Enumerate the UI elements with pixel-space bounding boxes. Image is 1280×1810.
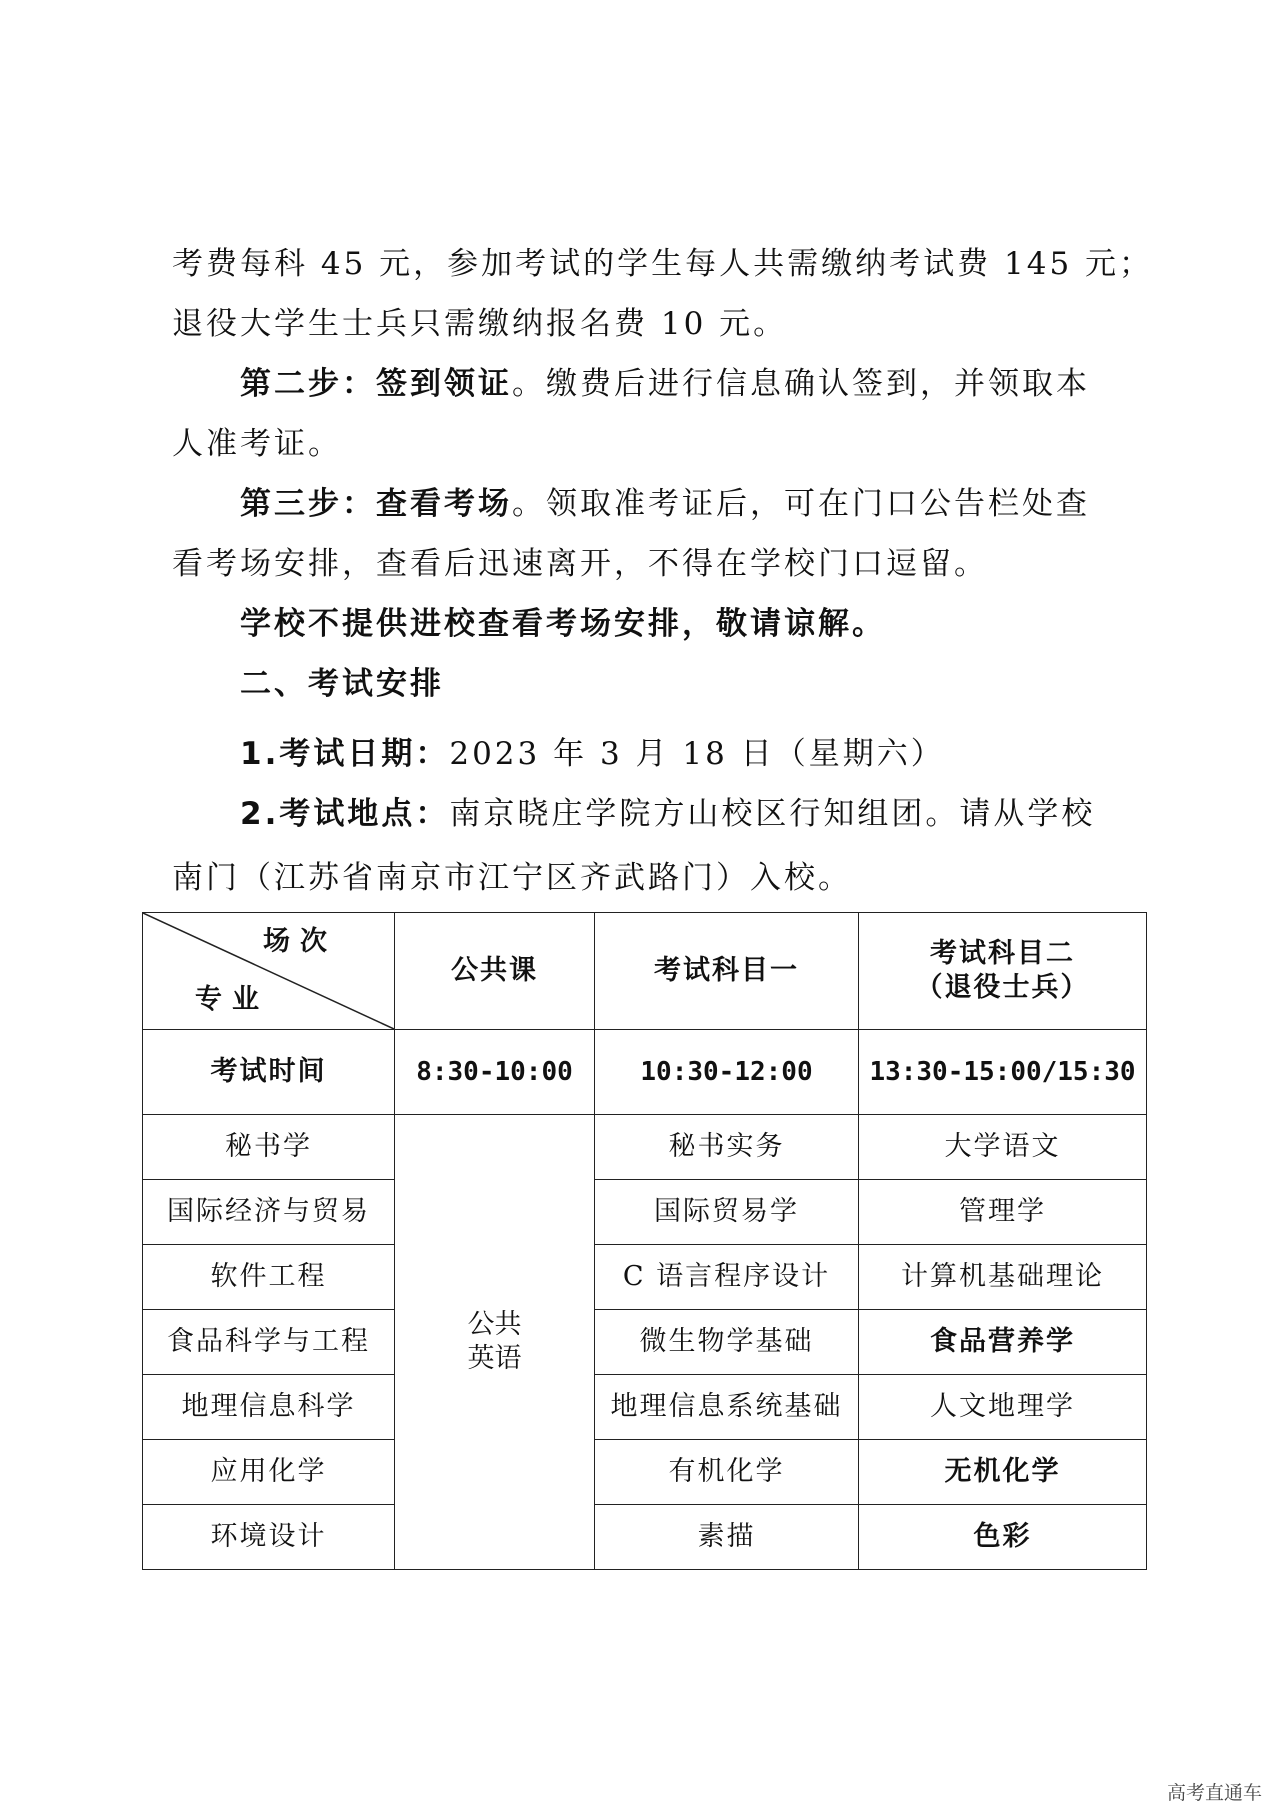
watermark: 高考直通车 (1166, 1782, 1262, 1804)
header-subject-1: 考试科目一 (595, 913, 859, 1030)
subject1-cell: 素描 (595, 1505, 859, 1570)
step2-continuation: 人准考证。 (172, 426, 342, 462)
table-row (143, 1440, 1147, 1505)
subject1-cell: 国际贸易学 (595, 1180, 859, 1245)
subject2-cell: 无机化学 (859, 1440, 1147, 1505)
header-subject-2-title: 考试科目二 (930, 938, 1075, 969)
time-public: 8:30-10:00 (395, 1030, 595, 1115)
time-subject-1: 10:30-12:00 (595, 1030, 859, 1115)
step3-paragraph (240, 484, 1090, 524)
step3-label: 第三步：查看考场 (240, 486, 512, 522)
step2-paragraph (240, 364, 1090, 404)
subject1-cell: 地理信息系统基础 (595, 1375, 859, 1440)
subject2-cell: 人文地理学 (859, 1375, 1147, 1440)
step2-label: 第二步：签到领证 (240, 366, 512, 402)
major-cell: 环境设计 (143, 1505, 395, 1570)
subject1-cell: 有机化学 (595, 1440, 859, 1505)
table-row (143, 1115, 1147, 1180)
exam-schedule-table (142, 912, 1147, 1570)
exam-location-continuation: 南门（江苏省南京市江宁区齐武路门）入校。 (172, 860, 852, 896)
fee-line-2: 退役大学生士兵只需缴纳报名费 10 元。 (172, 306, 788, 342)
subject2-cell: 管理学 (859, 1180, 1147, 1245)
table-row (143, 1375, 1147, 1440)
diagonal-header-cell (143, 913, 395, 1030)
public-course-line-1: 公共 (467, 1309, 522, 1340)
major-cell: 地理信息科学 (143, 1375, 395, 1440)
exam-location-value: 南京晓庄学院方山校区行知组团。请从学校 (449, 796, 1096, 832)
header-subject-2-note: （退役士兵） (915, 972, 1090, 1003)
table-row (143, 1310, 1147, 1375)
subject2-cell: 食品营养学 (859, 1310, 1147, 1375)
header-public-course: 公共课 (395, 913, 595, 1030)
table-row (143, 1180, 1147, 1245)
step3-continuation: 看考场安排，查看后迅速离开，不得在学校门口逗留。 (172, 546, 988, 582)
major-cell: 食品科学与工程 (143, 1310, 395, 1375)
table-time-row (143, 1030, 1147, 1115)
exam-date-value: 2023 年 3 月 18 日（星期六） (449, 736, 945, 772)
major-cell: 国际经济与贸易 (143, 1180, 395, 1245)
public-course-cell (395, 1115, 595, 1570)
step3-text: 。领取准考证后，可在门口公告栏处查 (512, 486, 1090, 522)
subject2-cell: 大学语文 (859, 1115, 1147, 1180)
subject2-cell: 色彩 (859, 1505, 1147, 1570)
table-row (143, 1245, 1147, 1310)
time-subject-2: 13:30-15:00/15:30 (859, 1030, 1147, 1115)
subject1-cell: C 语言程序设计 (595, 1245, 859, 1310)
exam-location (240, 794, 1095, 834)
subject1-cell: 秘书实务 (595, 1115, 859, 1180)
corner-header-major: 专业 (195, 984, 269, 1015)
exam-date-label: 1.考试日期： (240, 736, 450, 772)
major-cell: 软件工程 (143, 1245, 395, 1310)
table-header-row (143, 913, 1147, 1030)
public-course-line-2: 英语 (467, 1343, 522, 1374)
major-cell: 秘书学 (143, 1115, 395, 1180)
subject1-cell: 微生物学基础 (595, 1310, 859, 1375)
subject2-cell: 计算机基础理论 (859, 1245, 1147, 1310)
section-heading: 二、考试安排 (240, 666, 444, 702)
exam-date (240, 734, 945, 774)
fee-line-1: 考费每科 45 元，参加考试的学生每人共需缴纳考试费 145 元； (172, 246, 1154, 282)
corner-header-session: 场次 (263, 926, 337, 957)
table-row (143, 1505, 1147, 1570)
major-cell: 应用化学 (143, 1440, 395, 1505)
header-subject-2 (859, 913, 1147, 1030)
notice-text: 学校不提供进校查看考场安排，敬请谅解。 (240, 606, 886, 642)
time-label: 考试时间 (143, 1030, 395, 1115)
exam-location-label: 2.考试地点： (240, 796, 450, 832)
step2-text: 。缴费后进行信息确认签到，并领取本 (512, 366, 1090, 402)
